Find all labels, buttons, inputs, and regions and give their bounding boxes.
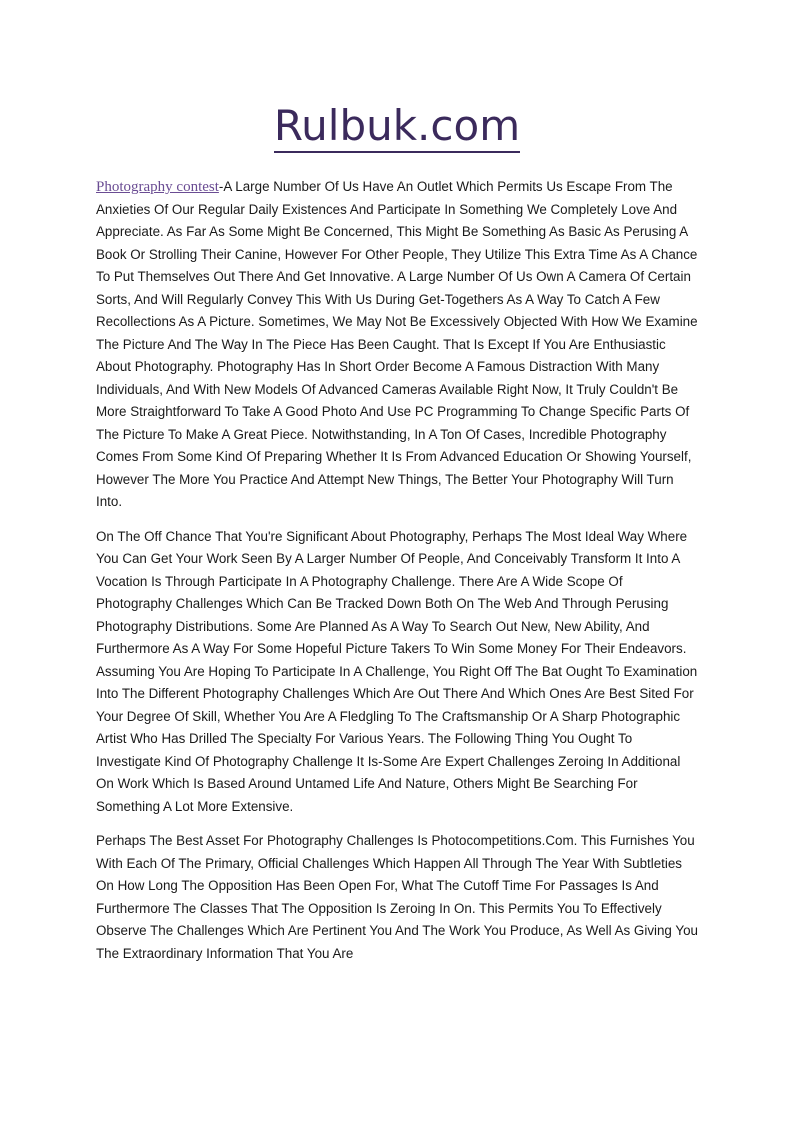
- site-title: [0, 98, 794, 154]
- article-body: [96, 176, 700, 977]
- site-title-text: Rulbuk.com: [274, 101, 520, 153]
- photography-contest-link[interactable]: Photography contest: [96, 179, 219, 195]
- paragraph-3: Perhaps The Best Asset For Photography Challenges Is Photocompetitions.Com. This Furnishes You With Each Of The Primary, Official Challenges Which Happen All Through The Year With Subtleties On How Long The Opposition Has Been Open For, What The Cutoff Time For Passages Is And Furthermore The Classes That The Opposition Is Zeroing In On. This Permits You To Effectively Observe The Challenges Which Are Pertinent You And The Work You Produce, As Well As Giving You The Extraordinary Information That You Are: [96, 833, 698, 961]
- paragraph-2: On The Off Chance That You're Significant About Photography, Perhaps The Most Ideal Way Where You Can Get Your Work Seen By A Larger Number Of People, And Conceivably Transform It Into A Vocation Is Through Participate In A Photography Challenge. There Are A Wide Scope Of Photography Challenges Which Can Be Tracked Down Both On The Web And Through Perusing Photography Distributions. Some Are Planned As A Way To Search Out New, New Ability, And Furthermore As A Way For Some Hopeful Picture Takers To Win Some Money For Their Endeavors. Assuming You Are Hoping To Participate In A Challenge, You Right Off The Bat Ought To Examination Into The Different Photography Challenges Which Are Out There And Which Ones Are Best Sited For Your Degree Of Skill, Whether You Are A Fledgling To The Craftsmanship Or A Sharp Photographic Artist Who Has Drilled The Specialty For Various Years. The Following Thing You Ought To Investigate Kind Of Photography Challenge It Is-Some Are Expert Challenges Zeroing In Additional On Work Which Is Based Around Untamed Life And Nature, Others Might Be Searching For Something A Lot More Extensive.: [96, 528, 698, 814]
- paragraph-1: [96, 176, 700, 514]
- paragraph-1-text: -A Large Number Of Us Have An Outlet Which Permits Us Escape From The Anxieties Of Our Regular Daily Existences And Participate In Something We Completely Love And Appreciate. As Far As Some Might Be Concerned, This Might Be Something As Basic As Perusing A Book Or Strolling Their Canine, However For Other People, They Utilize This Extra Time As A Chance To Put Themselves Out There And Get Innovative. A Large Number Of Us Own A Camera Of Certain Sorts, And Will Regularly Convey This With Us During Get-Togethers As A Way To Catch A Few Recollections As A Picture. Sometimes, We May Not Be Excessively Objected With How We Examine The Picture And The Way In The Piece Has Been Caught. That Is Except If You Are Enthusiastic About Photography. Photography Has In Short Order Become A Famous Distraction With Many Individuals, And With New Models Of Advanced Cameras Available Right Now, It Truly Couldn't Be More Straightforward To Take A Good Photo And Use PC Programming To Change Specific Parts Of The Picture To Make A Great Piece. Notwithstanding, In A Ton Of Cases, Incredible Photography Comes From Some Kind Of Preparing Whether It Is From Advanced Education Or Showing Yourself, However The More You Practice And Attempt New Things, The Better Your Photography Will Turn Into.: [96, 179, 698, 509]
